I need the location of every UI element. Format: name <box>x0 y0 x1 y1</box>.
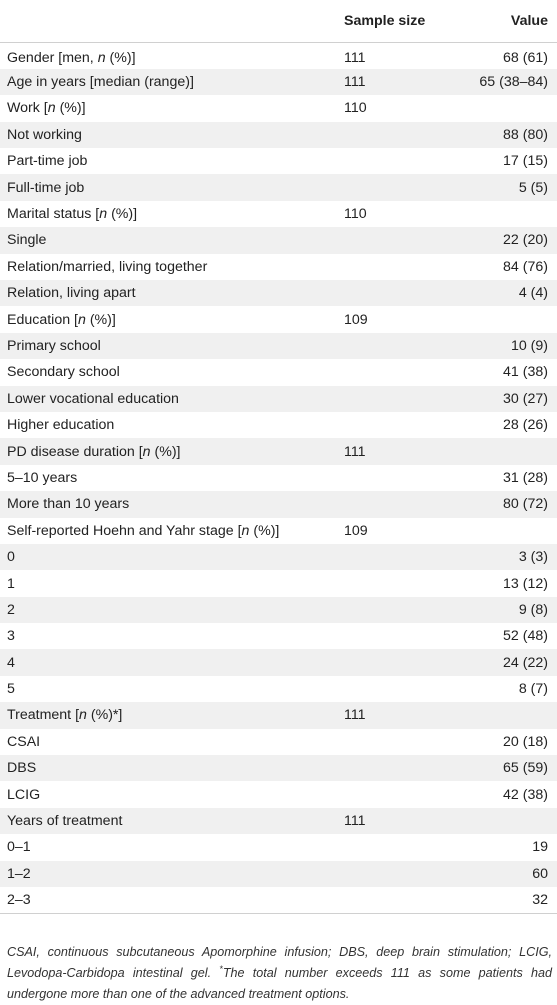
row-value: 17 (15) <box>460 148 557 174</box>
row-value: 32 <box>460 887 557 913</box>
table-row <box>0 544 557 570</box>
row-label-post: (%)] <box>150 443 181 460</box>
row-label-pre: 1–2 <box>7 865 31 882</box>
row-sample-size <box>344 491 460 517</box>
table-row <box>0 887 557 913</box>
row-sample-size <box>344 465 460 491</box>
row-label-post: (%)] <box>85 311 116 328</box>
row-label-pre: Years of treatment <box>7 813 123 830</box>
row-sample-size: 111 <box>344 43 460 69</box>
row-label-pre: Secondary school <box>7 364 120 381</box>
row-sample-size <box>344 544 460 570</box>
row-label <box>0 359 344 385</box>
row-label-pre: Marital status [ <box>7 206 100 223</box>
row-sample-size <box>344 570 460 596</box>
row-value: 68 (61) <box>460 43 557 69</box>
table-row <box>0 174 557 200</box>
row-label <box>0 438 344 464</box>
row-value <box>460 306 557 332</box>
table-row <box>0 465 557 491</box>
row-label <box>0 333 344 359</box>
row-label <box>0 306 344 332</box>
row-label <box>0 570 344 596</box>
row-value: 60 <box>460 861 557 887</box>
table-row <box>0 808 557 834</box>
row-label-pre: Self-reported Hoehn and Yahr stage [ <box>7 522 242 539</box>
row-value: 80 (72) <box>460 491 557 517</box>
row-value: 65 (59) <box>460 755 557 781</box>
row-value <box>460 95 557 121</box>
row-label-pre: Education [ <box>7 311 78 328</box>
table-row <box>0 227 557 253</box>
footnote-abbreviations: CSAI, continuous subcutaneous Apomorphine infusion; DBS, deep brain stimulation; LCIG, Levodopa-Carbidopa intestinal gel. <box>7 945 552 980</box>
row-label-pre: Full-time job <box>7 179 85 196</box>
row-sample-size: 110 <box>344 201 460 227</box>
row-label <box>0 649 344 675</box>
row-label-it: n <box>241 522 250 539</box>
table-row <box>0 306 557 332</box>
row-sample-size <box>344 254 460 280</box>
row-sample-size <box>344 386 460 412</box>
table-row <box>0 148 557 174</box>
row-value: 5 (5) <box>460 174 557 200</box>
table-row <box>0 755 557 781</box>
row-sample-size <box>344 623 460 649</box>
row-label <box>0 227 344 253</box>
row-value: 3 (3) <box>460 544 557 570</box>
row-label-pre: CSAI <box>7 733 41 750</box>
row-label <box>0 623 344 649</box>
row-label-it: n <box>142 443 151 460</box>
row-label-post: (%)] <box>107 206 138 223</box>
table-row <box>0 333 557 359</box>
row-label-pre: Part-time job <box>7 153 88 170</box>
row-value: 9 (8) <box>460 597 557 623</box>
row-sample-size <box>344 649 460 675</box>
row-label <box>0 729 344 755</box>
row-value: 41 (38) <box>460 359 557 385</box>
row-label <box>0 201 344 227</box>
row-label <box>0 676 344 702</box>
row-value: 88 (80) <box>460 122 557 148</box>
row-label <box>0 95 344 121</box>
row-label-pre: Age in years [median (range)] <box>7 74 194 91</box>
row-label-pre: 3 <box>7 628 15 645</box>
row-value: 8 (7) <box>460 676 557 702</box>
row-value: 4 (4) <box>460 280 557 306</box>
table-row <box>0 623 557 649</box>
table-row <box>0 491 557 517</box>
row-sample-size: 111 <box>344 702 460 728</box>
row-label-post: (%)*] <box>86 707 123 724</box>
table-row <box>0 781 557 807</box>
row-label-pre: Relation, living apart <box>7 285 136 302</box>
row-label <box>0 518 344 544</box>
row-label <box>0 254 344 280</box>
row-sample-size <box>344 676 460 702</box>
row-value: 42 (38) <box>460 781 557 807</box>
row-label <box>0 887 344 913</box>
row-sample-size <box>344 781 460 807</box>
row-label-pre: Relation/married, living together <box>7 258 208 275</box>
row-sample-size <box>344 148 460 174</box>
row-label-pre: Single <box>7 232 47 249</box>
table-row <box>0 702 557 728</box>
row-sample-size <box>344 359 460 385</box>
row-label <box>0 808 344 834</box>
row-label-it: n <box>47 100 56 117</box>
row-label-pre: 2–3 <box>7 891 31 908</box>
table-row <box>0 280 557 306</box>
table-header <box>0 0 557 43</box>
header-value: Value <box>460 0 557 43</box>
row-label <box>0 491 344 517</box>
table-row <box>0 438 557 464</box>
row-label-pre: 5 <box>7 681 15 698</box>
row-value: 65 (38–84) <box>460 69 557 95</box>
row-label-it: n <box>78 311 86 328</box>
row-label-pre: Work [ <box>7 100 48 117</box>
row-sample-size <box>344 834 460 860</box>
row-value <box>460 518 557 544</box>
row-sample-size: 111 <box>344 69 460 95</box>
table-row <box>0 254 557 280</box>
row-label-pre: Gender [men, <box>7 50 98 67</box>
table-row <box>0 122 557 148</box>
row-label <box>0 544 344 570</box>
row-label-pre: 4 <box>7 654 15 671</box>
row-label-pre: 5–10 years <box>7 469 78 486</box>
header-sample-size: Sample size <box>344 0 460 43</box>
row-label-pre: DBS <box>7 760 37 777</box>
table-row <box>0 649 557 675</box>
row-label-pre: Not working <box>7 126 82 143</box>
row-value: 13 (12) <box>460 570 557 596</box>
row-value: 84 (76) <box>460 254 557 280</box>
row-label <box>0 834 344 860</box>
row-sample-size <box>344 861 460 887</box>
row-label-pre: Primary school <box>7 337 101 354</box>
row-label-pre: Higher education <box>7 417 115 434</box>
row-label-pre: 0 <box>7 549 15 566</box>
row-label-post: (%)] <box>55 100 86 117</box>
row-label-post: (%)] <box>249 522 280 539</box>
footnote-marker: * <box>219 963 223 974</box>
row-label <box>0 148 344 174</box>
row-label-pre: 2 <box>7 601 15 618</box>
table-row <box>0 729 557 755</box>
row-label <box>0 43 344 69</box>
row-value: 24 (22) <box>460 649 557 675</box>
footnote-note: The total number exceeds 111 as some patients had undergone more than one of the advanced treatment options. <box>7 966 553 1001</box>
row-value: 30 (27) <box>460 386 557 412</box>
row-sample-size <box>344 755 460 781</box>
row-value: 52 (48) <box>460 623 557 649</box>
row-value <box>460 438 557 464</box>
table-row <box>0 861 557 887</box>
row-label-it: n <box>97 50 106 67</box>
row-label-it: n <box>99 206 108 223</box>
table-row <box>0 518 557 544</box>
row-label-pre: 1 <box>7 575 15 592</box>
table-body <box>0 43 557 914</box>
row-sample-size <box>344 729 460 755</box>
row-label-it: n <box>79 707 87 724</box>
row-label <box>0 702 344 728</box>
row-sample-size <box>344 280 460 306</box>
row-label-post: (%)] <box>105 50 136 67</box>
row-sample-size <box>344 227 460 253</box>
row-sample-size <box>344 412 460 438</box>
row-sample-size: 111 <box>344 808 460 834</box>
table-row <box>0 359 557 385</box>
row-label <box>0 781 344 807</box>
row-value <box>460 702 557 728</box>
row-label-pre: PD disease duration [ <box>7 443 143 460</box>
row-label-pre: Treatment [ <box>7 707 80 724</box>
row-label <box>0 412 344 438</box>
table-row <box>0 412 557 438</box>
row-value: 28 (26) <box>460 412 557 438</box>
row-value: 10 (9) <box>460 333 557 359</box>
row-sample-size: 109 <box>344 306 460 332</box>
table-row <box>0 95 557 121</box>
row-sample-size: 111 <box>344 438 460 464</box>
table-row <box>0 570 557 596</box>
row-label <box>0 597 344 623</box>
row-value <box>460 808 557 834</box>
row-label-pre: Lower vocational education <box>7 390 179 407</box>
table-row <box>0 676 557 702</box>
row-label <box>0 69 344 95</box>
row-value: 20 (18) <box>460 729 557 755</box>
row-sample-size <box>344 597 460 623</box>
row-sample-size <box>344 174 460 200</box>
row-value <box>460 201 557 227</box>
row-value: 19 <box>460 834 557 860</box>
row-label <box>0 386 344 412</box>
row-value: 31 (28) <box>460 465 557 491</box>
table-row <box>0 834 557 860</box>
row-sample-size: 110 <box>344 95 460 121</box>
table-row <box>0 43 557 69</box>
row-label <box>0 174 344 200</box>
row-sample-size <box>344 887 460 913</box>
header-row <box>0 0 557 43</box>
table-row <box>0 386 557 412</box>
table-row <box>0 69 557 95</box>
header-empty <box>0 0 344 43</box>
row-sample-size <box>344 122 460 148</box>
row-label <box>0 122 344 148</box>
row-value: 22 (20) <box>460 227 557 253</box>
table-row <box>0 597 557 623</box>
row-label <box>0 755 344 781</box>
row-label-pre: 0–1 <box>7 839 31 856</box>
row-sample-size <box>344 333 460 359</box>
row-sample-size: 109 <box>344 518 460 544</box>
row-label <box>0 280 344 306</box>
row-label-pre: LCIG <box>7 786 41 803</box>
table-footnote <box>7 942 552 1005</box>
row-label <box>0 465 344 491</box>
table-row <box>0 201 557 227</box>
row-label-pre: More than 10 years <box>7 496 130 513</box>
row-label <box>0 861 344 887</box>
